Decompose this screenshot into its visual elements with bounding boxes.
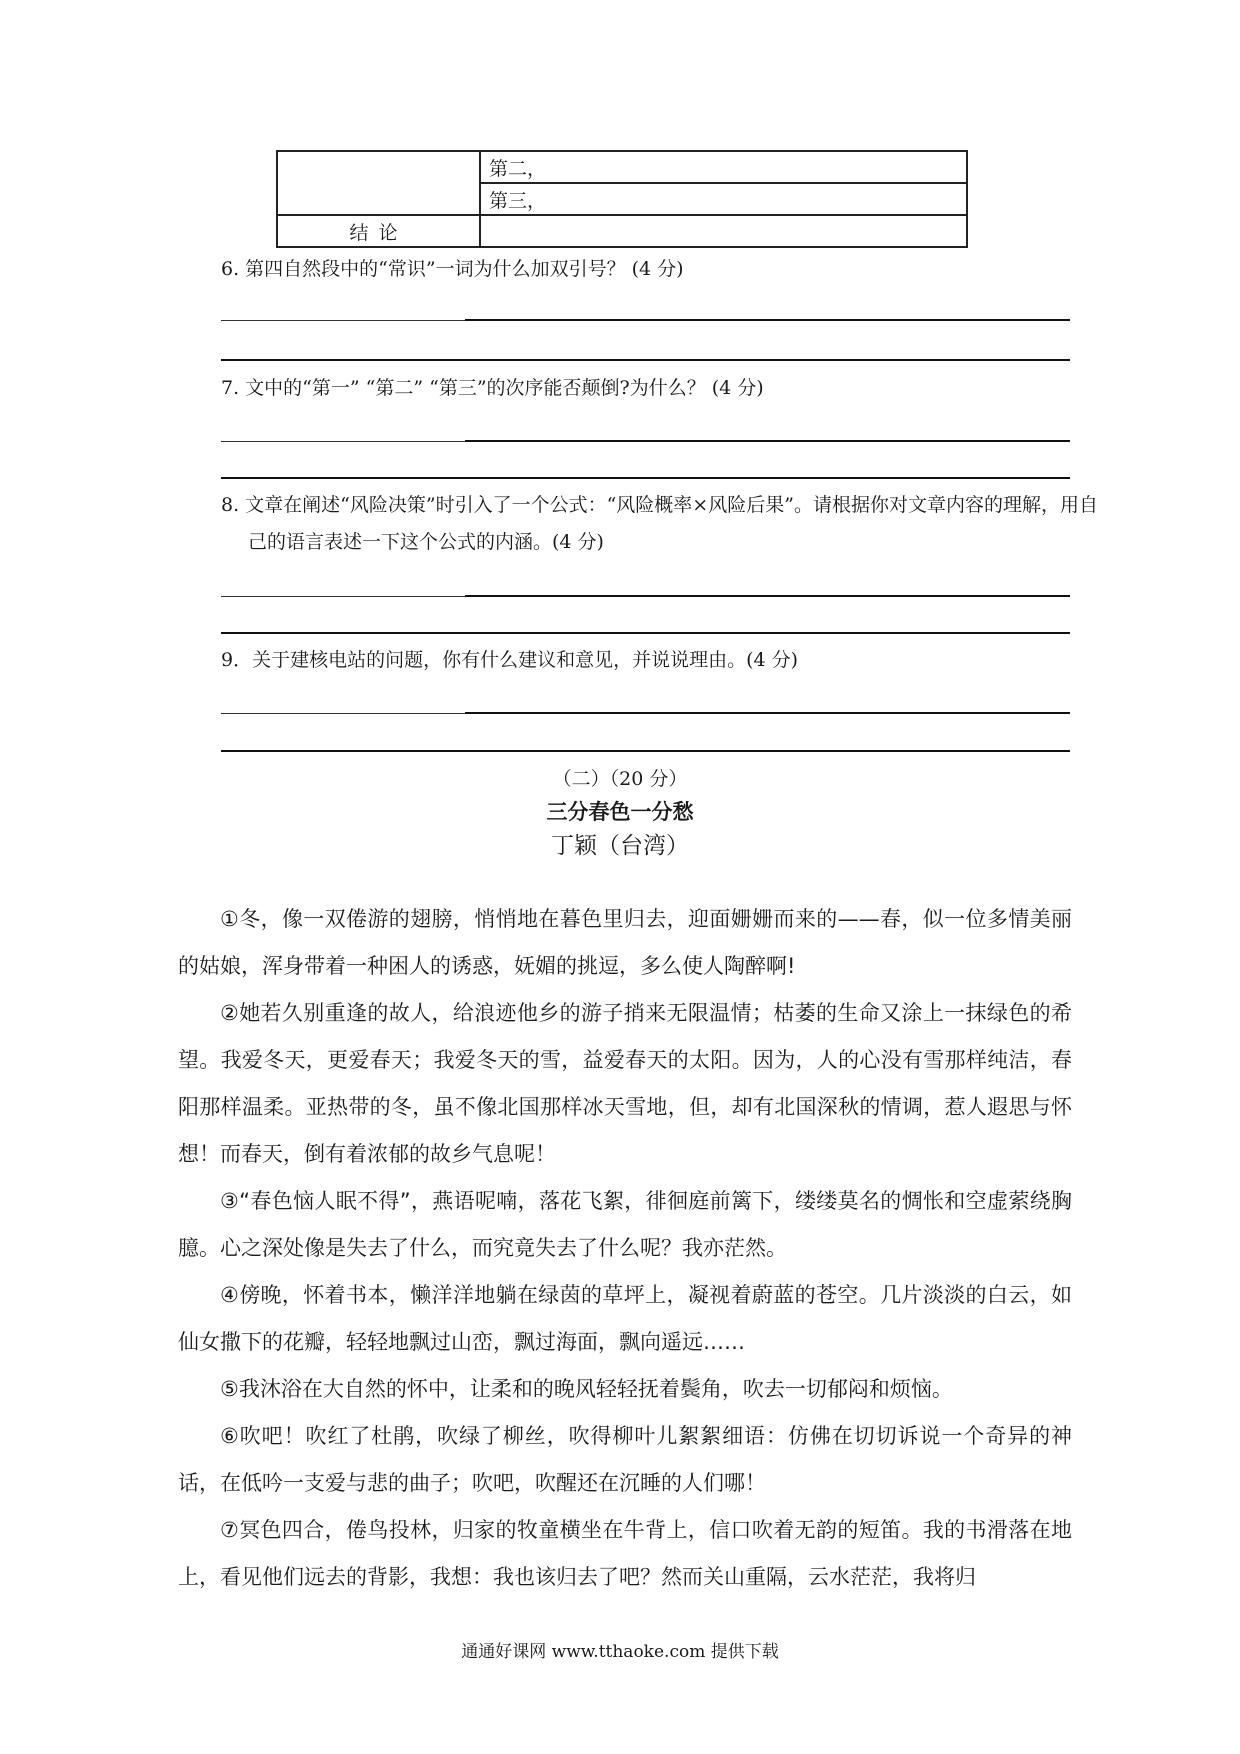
essay-author: 丁颖（台湾） (551, 833, 689, 859)
table-cell-empty (277, 151, 480, 215)
question-8: 8. 文章在阐述“风险决策”时引入了一个公式：“风险概率×风险后果”。请根据你对文章内容的理解，用自己的语言表述一下这个公式的内涵。(4 分) (221, 494, 1098, 553)
question-7: 7. 文中的“第一” “第二” “第三”的次序能否颠倒?为什么？ (4 分) (221, 377, 764, 399)
table-cell: 第二， (480, 151, 967, 183)
section-heading: （二）（20 分） (552, 768, 688, 790)
conclusion-answer-cell (480, 215, 967, 247)
essay-paragraph: ⑥吹吧！吹红了杜鹃，吹绿了柳丝，吹得柳叶儿絮絮细语：仿佛在切切诉说一个奇异的神话，在低吟一支爱与悲的曲子；吹吧，吹醒还在沉睡的人们哪！ (178, 1424, 1072, 1495)
table-cell: 第三， (480, 183, 967, 215)
table-row (277, 151, 967, 183)
essay-paragraph: ③“春色恼人眠不得”，燕语呢喃，落花飞絮，徘徊庭前篱下，缕缕莫名的惆怅和空虚萦绕胸臆。心之深处像是失去了什么，而究竟失去了什么呢？我亦茫然。 (178, 1189, 1072, 1260)
question-9: 9．关于建核电站的问题，你有什么建议和意见，并说说理由。(4 分) (221, 649, 799, 671)
essay-body (178, 896, 1072, 1601)
conclusion-label: 结论 (277, 215, 480, 247)
essay-paragraph: ②她若久别重逢的故人，给浪迹他乡的游子捎来无限温情；枯萎的生命又涂上一抹绿色的希望。我爱冬天，更爱春天；我爱冬天的雪，益爱春天的太阳。因为，人的心没有雪那样纯洁，春阳那样温柔。亚热带的冬，虽不像北国那样冰天雪地，但，却有北国深秋的情调，惹人遐思与怀想！而春天，倒有着浓郁的故乡气息呢！ (178, 1001, 1072, 1166)
essay-title: 三分春色一分愁 (546, 800, 694, 824)
answer-table (276, 150, 968, 248)
table-row (277, 215, 967, 247)
essay-paragraph: ⑦冥色四合，倦鸟投林，归家的牧童横坐在牛背上，信口吹着无韵的短笛。我的书滑落在地上，看见他们远去的背影，我想：我也该归去了吧？然而关山重隔，云水茫茫，我将归 (178, 1518, 1072, 1589)
essay-paragraph: ①冬，像一双倦游的翅膀，悄悄地在暮色里归去，迎面姗姗而来的——春，似一位多情美丽的姑娘，浑身带着一种困人的诱惑，妩媚的挑逗，多么使人陶醉啊! (178, 907, 1072, 978)
essay-paragraph: ④傍晚，怀着书本，懒洋洋地躺在绿茵的草坪上，凝视着蔚蓝的苍空。几片淡淡的白云，如仙女撒下的花瓣，轻轻地飘过山峦，飘过海面，飘向遥远…… (178, 1283, 1072, 1354)
page-footer: 通通好课网 www.tthaoke.com 提供下载 (461, 1642, 779, 1662)
question-6: 6. 第四自然段中的“常识”一词为什么加双引号？ (4 分) (221, 258, 684, 280)
essay-paragraph: ⑤我沐浴在大自然的怀中，让柔和的晚风轻轻抚着鬓角，吹去一切郁闷和烦恼。 (220, 1377, 953, 1401)
